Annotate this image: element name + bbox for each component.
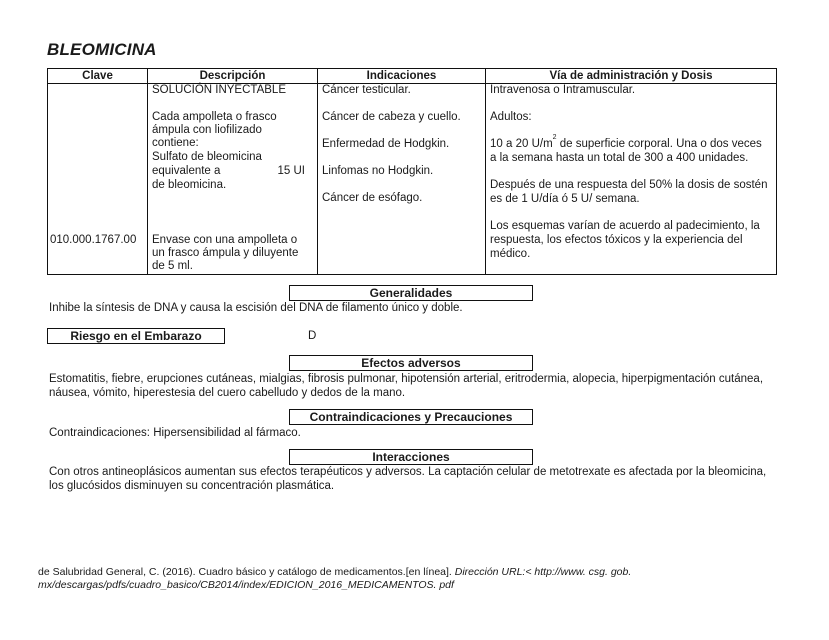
generalidades-text: Inhibe la síntesis de DNA y causa la escisión del DNA de filamento único y doble. [49, 302, 463, 314]
via-esquemas: Los esquemas varían de acuerdo al padecimiento, la [490, 220, 760, 232]
riesgo-value: D [308, 330, 317, 342]
desc-dose: 15 UI [277, 165, 305, 177]
citation [38, 566, 658, 592]
desc-line [152, 165, 313, 179]
contra-text: Contraindicaciones: Hipersensibilidad al fármaco. [49, 427, 301, 439]
desc-line: contiene: [152, 137, 199, 149]
indicacion-item: Cáncer de esófago. [322, 192, 423, 204]
via-adultos: Adultos: [490, 111, 532, 123]
cell-indicaciones [318, 84, 486, 275]
via-dosis: 10 a 20 $U/m^2$ de superficie corporal. Una o dos veces [490, 134, 762, 150]
generalidades-heading: Generalidades [289, 285, 533, 301]
citation-text: de Salubridad General, C. (2016). Cuadro básico y catálogo de medicamentos.[en línea]. [38, 566, 455, 578]
citation-url: Dirección URL:< http://www. csg. gob. [454, 566, 632, 578]
via-esquemas: médico. [490, 248, 531, 260]
page-title: BLEOMICINA [47, 40, 157, 59]
via-dosis: a la semana hasta un total de 300 a 400 unidades. [490, 152, 749, 164]
efectos-heading: Efectos adversos [289, 355, 533, 371]
desc-line: ámpula con liofilizado [152, 124, 262, 136]
cell-clave [48, 84, 148, 275]
efectos-text: náusea, vómito, hiperestesia del cuero cabelludo y dedos de la mano. [49, 387, 406, 399]
desc-line: Cada ampolleta o frasco [152, 111, 277, 123]
efectos-text: Estomatitis, fiebre, erupciones cutáneas, mialgias, fibrosis pulmonar, hipotensión arterial, eritrodermia, alopecia, hiperpigmentación cutánea, [49, 373, 764, 385]
header-descripcion: Descripción [148, 69, 318, 84]
clave-value: 010.000.1767.00 [50, 234, 137, 246]
desc-envase: de 5 ml. [152, 260, 193, 272]
cell-descripcion [148, 84, 318, 275]
header-via: Vía de administración y Dosis [486, 69, 777, 84]
desc-envase: Envase con una ampolleta o [152, 234, 298, 246]
via-esquemas: respuesta, los efectos tóxicos y la experiencia del [490, 234, 743, 246]
riesgo-heading: Riesgo en el Embarazo [47, 328, 225, 344]
via-sosten: Después de una respuesta del 50% la dosis de sostén [490, 179, 768, 191]
indicacion-item: Enfermedad de Hodgkin. [322, 138, 450, 150]
header-indicaciones: Indicaciones [318, 69, 486, 84]
header-clave: Clave [48, 69, 148, 84]
drug-table [47, 68, 777, 275]
table-header-row [48, 69, 777, 84]
desc-heading: SOLUCIÓN INYECTABLE [152, 84, 286, 96]
via-sosten: es de 1 U/día ó 5 U/ semana. [490, 193, 640, 205]
interacciones-heading: Interacciones [289, 449, 533, 465]
indicacion-item: Cáncer testicular. [322, 84, 411, 96]
via-ruta: Intravenosa o Intramuscular. [490, 84, 636, 96]
citation-url: mx/descargas/pdfs/cuadro_basico/CB2014/index/EDICION_2016_MEDICAMENTOS. pdf [38, 579, 454, 591]
indicacion-item: Linfomas no Hodgkin. [322, 165, 434, 177]
contra-heading: Contraindicaciones y Precauciones [289, 409, 533, 425]
interacciones-text: Con otros antineoplásicos aumentan sus efectos terapéuticos y adversos. La captación celular de metotrexate es afectada por la bleomicina, [49, 466, 767, 478]
desc-equivalente: equivalente a [152, 165, 221, 177]
table-row [48, 84, 777, 275]
desc-line: de bleomicina. [152, 179, 227, 191]
desc-line: Sulfato de bleomicina [152, 151, 262, 163]
indicacion-item: Cáncer de cabeza y cuello. [322, 111, 461, 123]
desc-envase: un frasco ámpula y diluyente [152, 247, 299, 259]
interacciones-text: los glucósidos disminuyen su concentración plasmática. [49, 480, 335, 492]
cell-via [486, 84, 777, 275]
